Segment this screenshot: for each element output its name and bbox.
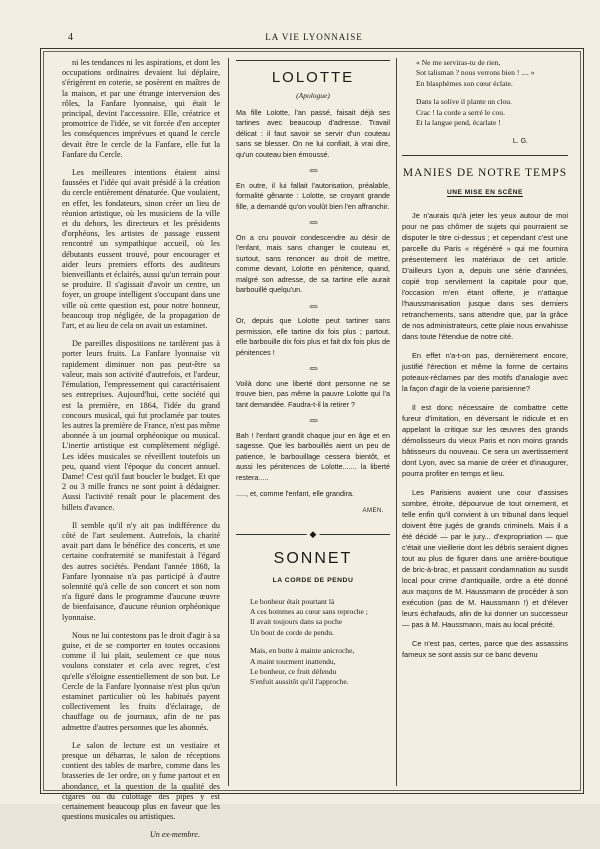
verse-line: « Ne me serviras-tu de rien, (416, 58, 501, 67)
column-rule (228, 58, 229, 786)
paragraph: Bah ! l'enfant grandit chaque jour en âge et en sagesse. Que les barbouillés aient un peu de patience, le barbouillage cessera bientôt, et aussi les pénitences de Lolotte....... la liberté restera..... (236, 430, 390, 482)
poem-signature: L. G. (512, 138, 528, 146)
article-title-manies: MANIES DE NOTRE TEMPS (402, 155, 568, 179)
column-left (62, 58, 220, 849)
paragraph: Voilà donc une liberté dont personne ne se trouve bien, pas même la pauvre Lolotte qui l'a tant demandée. Faudra-t-il la retirer ? (236, 378, 390, 409)
paragraph: En effet n'a-t-on pas, dernièrement encore, justifié l'érection et même la forme de certains poteaux-réclames par des motifs d'analogie avec la façon d'agir de la voierie parisienne? (402, 351, 568, 394)
paragraph: Il semble qu'il n'y ait pas indifférence du côté de l'art seulement. Autrefois, la charité avait part dans le bénéfice des concerts, et une certaine confraternité se manifestait à l'égard des autres sociétés. Pendant l'année 1868, la Fanfare lyonnaise n'a pas participé à d'autre solennité qu'à celle de son concert et son nom n'a figuré dans le programme d'aucune œuvre de bienfaisance, d'aucune réunion orphéonique lyonnaise. (62, 520, 220, 622)
verse-line: Il avait toujours dans sa poche (250, 617, 343, 627)
page-number: 4 (68, 32, 74, 43)
ornament-divider: ◦═◦ (308, 301, 318, 311)
verse-line: En blasphèmes son cœur éclate. (416, 78, 513, 88)
paragraph: De pareilles dispositions ne tardèrent pas à porter leurs fruits. La Fanfare lyonnaise vit rapidement diminuer non pas peut-être sa valeur, mais son activité d'autrefois, et l'ardeur, l'émulation, l'empressement qui caractérisaient ses entreprises. Aujourd'hui, cette société qui est la première, en 1864, l'idée du grand concours musical, qui fut proclamée par toutes les autres la première de France, n'est pas même abonnée à un journal orphéonique ou musical. L'inertie artistique est complètement négligé. Les idées musicales se réveillent toutefois un peu, quand vient l'époque du concert annuel. Dame! C'est qu'il faut boucler le budget. Et que 2 ou 3 mille francs ne sont point à dédaigner. Aussi l'activité renaît pour le placement des billets d'avance. (62, 339, 220, 512)
page-header (46, 32, 582, 46)
paragraph: Il est donc nécessaire de combattre cette fureur d'imitation, en déversant le ridicule et en appelant la critique sur les œuvres des grands démolisseurs du vieux Paris et non moins grands bâtisseurs du nouveau. Ce sera un avertissement dont Lyon, avec sa manie de créer et d'inaugurer, pourra profiter en temps et lieu. (402, 403, 568, 479)
column-right (402, 58, 568, 668)
verse-line: Un bout de corde de pendu. (250, 627, 334, 637)
paragraph: Les Parisiens avaient une cour d'assises sombre, étroite, dépourvue de tout ornement, et telle enfin qu'il convient à un tribunal dans lequel doivent être jugés de grands criminels. Mais il a été décidé — par le jury... d'expropriation — que c'était une vieillerie dont les débris seraient dignes tout au plus de figurer dans une arrière-boutique de bric-à-brac, et passant condamnation au susdit local pour crime d'antiquaille, ordre a été donné aux maçons de M. Haussmann de procéder à son exécution (pas de M. Haussmann !) et d'élever leurs échafauds, afin de lui donner un successeur — pas à M. Haussmann, mais au local précité. (402, 488, 568, 630)
article-title-lolotte: LOLOTTE (236, 60, 390, 87)
poem-stanza (236, 597, 390, 639)
article-subtitle: (Apologue) (296, 91, 330, 100)
ornament-divider: ◦═◦ (308, 416, 318, 425)
amen-text: AMEN. (362, 507, 384, 514)
paragraph: En outre, il lui fallait l'autorisation, préalable, formalité gênante : Lolotte, se croyant grande fille, a demandé qu'on voulût bien l'en affranchir. (236, 180, 390, 211)
poem-stanza (402, 97, 568, 128)
paragraph: Nous ne lui contestons pas le droit d'agir à sa guise, et de se comporter en toutes occasions comme il lui plait, seulement ce que nous voulons constater et cela avec regret, c'est qu'elle s'éloigne essentiellement de son but. Le Cercle de la Fanfare lyonnaise n'est plus qu'un estaminet particulier où les habitués payent collectivement les fruits d'éclairage, de chauffage ou de journaux, afin de ne pas admettre d'autres personnes que les abonnés. (62, 630, 220, 732)
paragraph: ....., et, comme l'enfant, elle grandira. (236, 489, 355, 498)
verse-line: Crac ! la corde a serré le cou. (416, 107, 505, 117)
ornament-divider: ◦═◦ (308, 166, 318, 175)
paragraph: On a cru pouvoir condescendre au désir de l'enfant, mais sans changer le couteau et, surtout, sans renoncer au droit de mettre, comme devant, Lolotte en pénitence, quand, malgré son adresse, de sa tartine elle aurait barbouillé quelqu'un. (236, 232, 390, 294)
verse-line: Dans la solive il plante un clou. (416, 97, 512, 107)
section-separator (236, 530, 390, 540)
paragraph: Je n'aurais qu'à jeter les yeux autour de moi pour ne pas chômer de sujets qui pourraient se disputer le titre ci-dessus ; et cependant c'est une parcelle du Paris « régénéré » qui me fournira présentement les matériaux de cet article. D'ailleurs Lyon a, depuis une série d'années, copié trop servilement la capitale pour que, l'occasion m'en étant offerte, je n'attaque l'haussmanisation jusque dans ses derniers retranchements, sans attendre que, par la grâce de nos administrateurs, cette plaie nous envahisse dans toute l'étendue de notre cité. (402, 211, 568, 342)
verse-line: Sot talisman ? nous verrons bien ! .... » (416, 68, 535, 78)
paragraph: Les meilleures intentions étaient ainsi faussées et l'idée qui avait présidé à la création du cercle entièrement dénaturée. Que voulaient, en effet, les fondateurs, sinon créer un lieu de réunion artistique, où les musiciens de la ville et du dehors, les directeurs et les présidents d'orphéons, les artistes de passage eussent rencontré un sympathique accueil, où les débutants eussent trouvé, pour encourager et aider leurs premiers efforts des auditeurs bienveillants et éclairés, aussi qu'un terrain pour se produire. Il s'agissait d'avoir un centre, un foyer, un groupe intelligent s'occupant dans une ville où cette question est, pour notre honneur, beaucoup trop négligée, de la propagation de l'art, et au lieu de cela on avait un estaminet. (62, 168, 220, 331)
running-title: LA VIE LYONNAISE (265, 32, 363, 42)
paragraph: Ce n'est pas, certes, parce que des assassins fameux se sont assis sur ce banc devenu (402, 639, 568, 660)
article-title-sonnet: SONNET (273, 550, 353, 567)
verse-line: A maint tourment inattendu, (250, 656, 336, 666)
article-subtitle: UNE MISE EN SCÈNE (447, 189, 523, 197)
verse-line: A ces hommes au cœur sans reproche ; (250, 606, 368, 616)
verse-line: Le bonheur, ce fruit défendu (250, 666, 337, 676)
verse-line: Et la langue pend, écarlate ! (416, 118, 501, 128)
column-rule (396, 58, 397, 786)
author-signature: Un ex-membre. (149, 830, 200, 840)
paragraph: Ma fille Lolotte, l'an passé, faisait déjà ses tartines avec beaucoup d'adresse. Travail délicat : il faut savoir se servir d'un couteau sans se blesser. On ne lui confiait, à vrai dire, qu'un couteau bien émoussé. (236, 107, 390, 159)
poem-stanza (402, 58, 568, 89)
paragraph: Or, depuis que Lolotte peut tartiner sans permission, elle tartine dix fois plus ; partout, elle barbouille dix fois plus et fait dix fois plus de pénitences ! (236, 316, 390, 357)
poem-stanza (236, 646, 390, 688)
verse-line: Le bonheur était pourtant là (250, 596, 335, 606)
verse-line: S'enfuit aussitôt qu'il l'approche. (250, 677, 349, 687)
poem-subtitle: LA CORDE DE PENDU (272, 577, 354, 584)
ornament-divider: ◦═◦ (308, 218, 318, 227)
column-middle (236, 58, 390, 696)
verse-line: Mais, en butte à mainte anicroche, (250, 646, 355, 656)
paragraph: Le salon de lecture est un vestiaire et presque un débarras, le salon de réceptions contient des tables de marbre, comme dans les brasseries de 1er ordre, on y fume partout et en abondance, et la question de la qualité des cigares ou du culottage des pipes y est certainement beaucoup plus en faveur que les questions musicales ou artistiques. (62, 740, 220, 822)
paragraph: ni les tendances ni les aspirations, et dont les occupations ordinaires devaient lui déplaire, s'érigèrent en coterie, se posèrent en maîtres de la maison, et par une étrange interversion des rôles, la Fanfare lyonnaise, qui était le principal, devint l'accessoire. Elle, créatrice et promotrice de l'idée, se vit forcée d'en accepter les conséquences imprévues et quand le cercle devait être le cercle de la Fanfare, elle fut la Fanfare du Cercle. (62, 58, 220, 159)
ornament-divider: ◦═◦ (308, 364, 318, 373)
diamond-ornament-icon: ◆ (307, 529, 320, 540)
